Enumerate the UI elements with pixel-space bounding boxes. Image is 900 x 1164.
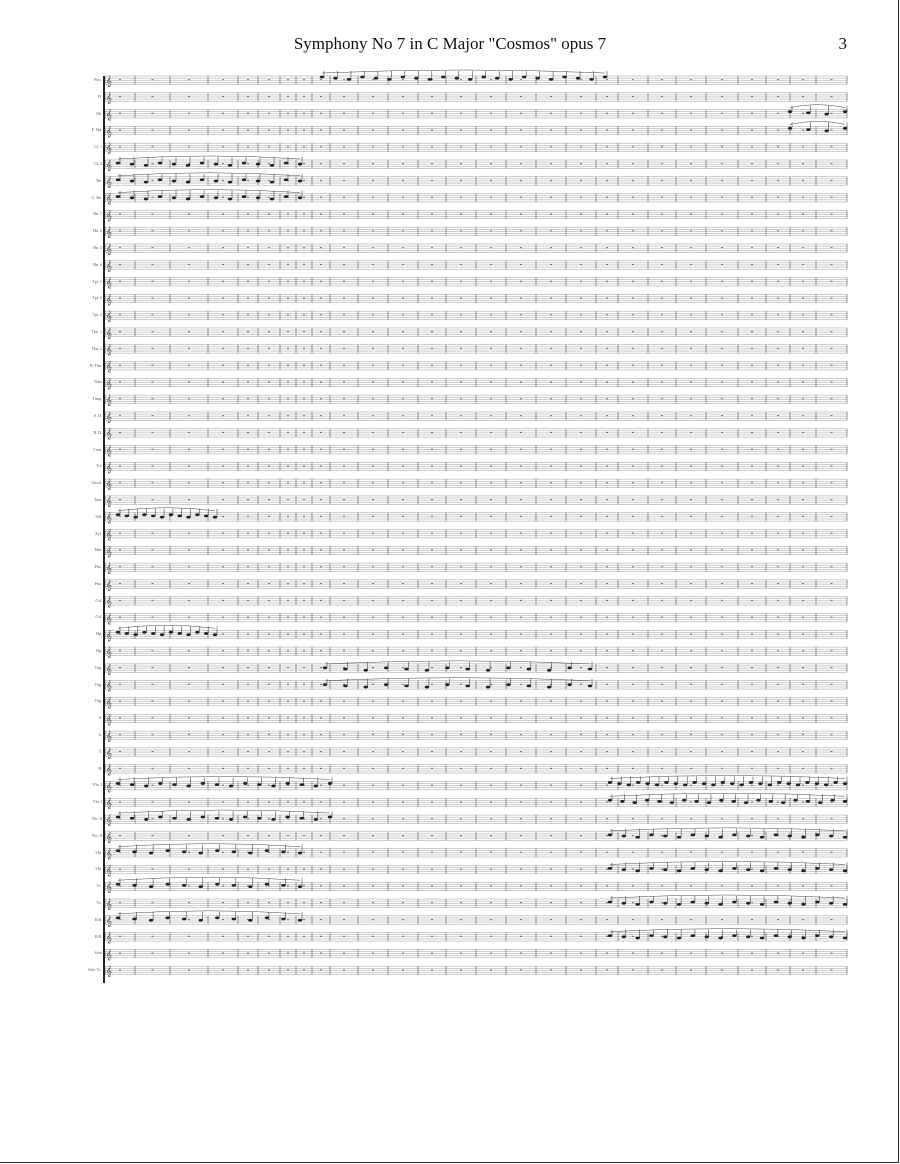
instrument-label: Vla.: [95, 866, 102, 872]
clef-icon: 𝄞: [106, 260, 112, 272]
clef-icon: 𝄞: [106, 512, 112, 524]
clef-icon: 𝄞: [106, 109, 112, 121]
clef-icon: 𝄞: [106, 781, 112, 793]
clef-icon: 𝄞: [106, 815, 112, 827]
clef-icon: 𝄞: [106, 76, 112, 87]
clef-icon: 𝄞: [106, 445, 112, 457]
clef-icon: 𝄞: [106, 176, 112, 188]
clef-icon: 𝄞: [106, 647, 112, 659]
instrument-label: Glock.: [91, 480, 102, 486]
clef-icon: 𝄞: [106, 949, 112, 961]
clef-icon: 𝄞: [106, 277, 112, 289]
instrument-label: Vib.: [95, 513, 102, 519]
instrument-label: Hn. 1: [93, 211, 102, 217]
instrument-label: Cl. 2: [94, 160, 102, 166]
clef-icon: 𝄞: [106, 899, 112, 911]
instrument-label: Hp.: [96, 631, 102, 637]
clef-icon: 𝄞: [106, 479, 112, 491]
instrument-label: Org.: [94, 698, 102, 704]
instrument-label: T.: [98, 748, 102, 754]
instrument-label: Bn.: [96, 177, 102, 183]
instrument-label: Org.: [94, 664, 102, 670]
instrument-label: Vln. II: [91, 832, 102, 838]
clef-icon: 𝄞: [106, 395, 112, 407]
clef-icon: 𝄞: [106, 563, 112, 575]
instrument-label: Hn. 4: [93, 261, 102, 267]
instrument-label: Timp.: [92, 396, 102, 402]
instrument-label: Vln. II: [91, 816, 102, 822]
instrument-label: Tpt. 2: [92, 295, 102, 301]
instrument-label: S. D.: [93, 412, 102, 418]
clef-icon: 𝄞: [106, 92, 112, 104]
clef-icon: 𝄞: [106, 882, 112, 894]
clef-icon: 𝄞: [106, 596, 112, 608]
clef-icon: 𝄞: [106, 495, 112, 507]
clef-icon: 𝄞: [106, 462, 112, 474]
instrument-label: Hp.: [96, 648, 102, 654]
instrument-label: Vla.: [95, 849, 102, 855]
clef-icon: 𝄞: [106, 126, 112, 138]
clef-icon: 𝄞: [106, 714, 112, 726]
instrument-label: Pno.: [94, 580, 102, 586]
clef-icon: 𝄞: [106, 848, 112, 860]
instrument-label: B.: [98, 765, 102, 771]
instrument-label: B. Tbn.: [89, 362, 102, 368]
clef-icon: 𝄞: [106, 361, 112, 373]
clef-icon: 𝄞: [106, 227, 112, 239]
clef-icon: 𝄞: [106, 529, 112, 541]
instrument-label: Tuba: [93, 379, 102, 385]
clef-icon: 𝄞: [106, 210, 112, 222]
clef-icon: 𝄞: [106, 798, 112, 810]
clef-icon: 𝄞: [106, 159, 112, 171]
instrument-label: Picc.: [94, 77, 102, 82]
instrument-label: Fl.: [97, 93, 102, 99]
clef-icon: 𝄞: [106, 663, 112, 675]
instrument-label: D.B.: [94, 933, 102, 939]
clef-icon: 𝄞: [106, 411, 112, 423]
clef-icon: 𝄞: [106, 764, 112, 776]
instrument-label: Cym.: [93, 446, 102, 452]
clef-icon: 𝄞: [106, 747, 112, 759]
clef-icon: 𝄞: [106, 630, 112, 642]
clef-icon: 𝄞: [106, 579, 112, 591]
instrument-label: Hn. 2: [93, 228, 102, 234]
instrument-label: C. Bn.: [91, 194, 102, 200]
clef-icon: 𝄞: [106, 831, 112, 843]
instrument-label: Xyl.: [95, 530, 102, 536]
instrument-label: Tri.: [96, 463, 102, 469]
instrument-label: Vc.: [96, 900, 102, 906]
clef-icon: 𝄞: [106, 613, 112, 625]
clef-icon: 𝄞: [106, 294, 112, 306]
instrument-label: Solo Vc.: [88, 967, 102, 973]
clef-icon: 𝄞: [106, 428, 112, 440]
instrument-label: Vc.: [96, 883, 102, 889]
clef-icon: 𝄞: [106, 966, 112, 978]
instrument-label: S.: [98, 715, 102, 721]
clef-icon: 𝄞: [106, 143, 112, 155]
instrument-label: Mar.: [94, 547, 102, 553]
clef-icon: 𝄞: [106, 243, 112, 255]
instrument-label: Vln. I: [92, 799, 102, 805]
clef-icon: 𝄞: [106, 865, 112, 877]
instrument-label: Tpt. 3: [92, 312, 102, 318]
instrument-label: Tbn. 2: [91, 345, 102, 351]
clef-icon: 𝄞: [106, 915, 112, 927]
clef-icon: 𝄞: [106, 327, 112, 339]
instrument-label: Hn. 3: [93, 244, 102, 250]
instrument-label: E. Hn.: [91, 127, 102, 133]
instrument-label: Tam.: [93, 496, 102, 502]
instrument-label: Tbn. 1: [91, 328, 102, 334]
instrument-label: Solo: [94, 950, 102, 956]
clef-icon: 𝄞: [106, 731, 112, 743]
instrument-label: Tpt. 1: [92, 278, 102, 284]
clef-icon: 𝄞: [106, 378, 112, 390]
clef-icon: 𝄞: [106, 932, 112, 944]
instrument-label: Vln. I: [92, 782, 102, 788]
instrument-label: Org.: [94, 681, 102, 687]
page-title: Symphony No 7 in C Major "Cosmos" opus 7: [293, 34, 607, 53]
clef-icon: 𝄞: [106, 697, 112, 709]
instrument-label: Pno.: [94, 564, 102, 570]
clef-icon: 𝄞: [106, 546, 112, 558]
instrument-label: Cel.: [95, 614, 102, 620]
instrument-label: D.B.: [94, 916, 102, 922]
instrument-label: B. D.: [93, 429, 102, 435]
clef-icon: 𝄞: [106, 344, 112, 356]
clef-icon: 𝄞: [106, 311, 112, 323]
instrument-label: Ob.: [96, 110, 102, 116]
instrument-label: A.: [98, 732, 102, 738]
instrument-label: Cl. 1: [94, 144, 102, 150]
clef-icon: 𝄞: [106, 193, 112, 205]
clef-icon: 𝄞: [106, 680, 112, 692]
instrument-label: Cel.: [95, 597, 102, 603]
page-number: 3: [838, 34, 847, 53]
